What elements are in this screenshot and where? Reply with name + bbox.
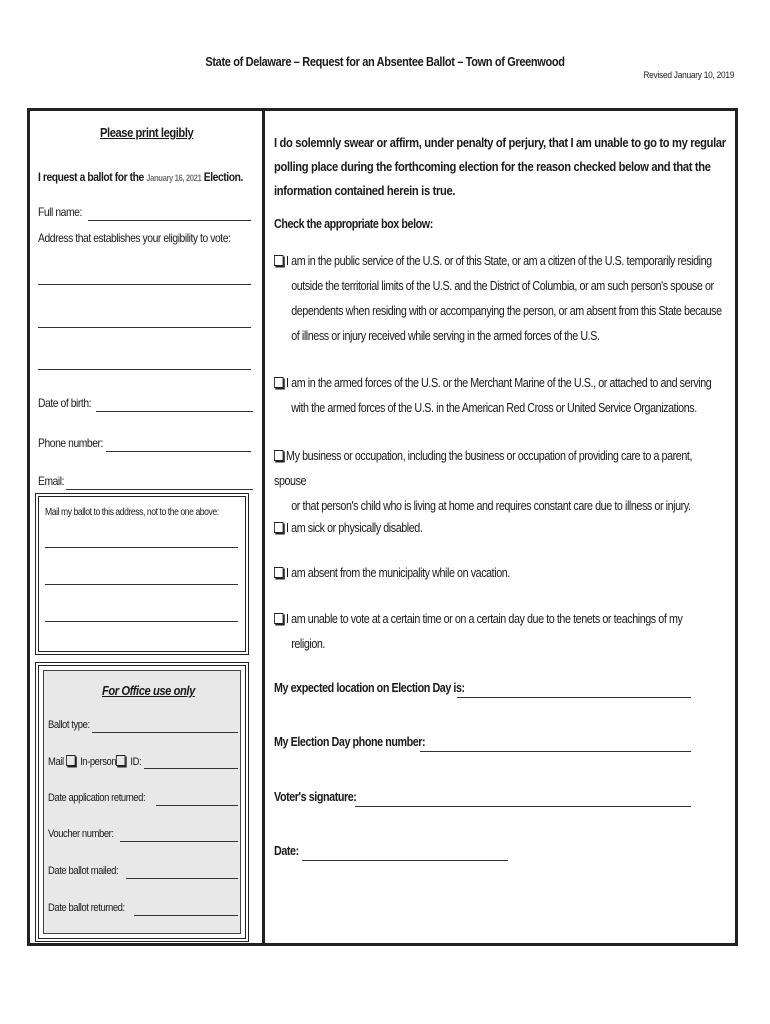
request-line: I request a ballot for the January 16, 2021 Election. (38, 170, 243, 184)
ballot-type-field[interactable] (92, 732, 238, 733)
ballot-returned-label: Date ballot returned: (48, 902, 125, 914)
alternate-mailing-box (35, 493, 249, 655)
option-public-service: I am in the public service of the U.S. or of this State, or am a citizen of the U.S. temporarily residing outside the territorial limits of the U.S. and the District of Columbia, or am such person's spouse or dependents when residing with or accompanying the person, or am absent from this State because of illness or injury received while serving in the armed forces of the U.S. (274, 249, 726, 349)
address-line-2[interactable] (38, 327, 251, 328)
date-returned-label: Date application returned: (48, 792, 146, 804)
email-field[interactable] (66, 489, 253, 490)
office-use-panel (43, 670, 241, 934)
option-vacation: I am absent from the municipality while on vacation. (274, 561, 726, 586)
voucher-field[interactable] (120, 841, 238, 842)
sick-checkbox[interactable] (274, 522, 283, 533)
address-line-3[interactable] (38, 369, 251, 370)
print-legibly-heading: Please print legibly (100, 125, 194, 140)
address-label: Address that establishes your eligibility to vote: (38, 231, 231, 245)
revised-date: Revised January 10, 2019 (643, 70, 734, 81)
inperson-checkbox[interactable] (116, 755, 125, 766)
mail-address-line-1[interactable] (45, 547, 238, 548)
ballot-returned-field[interactable] (134, 915, 238, 916)
mail-checkbox[interactable] (66, 755, 75, 766)
office-use-heading: For Office use only (102, 683, 195, 698)
public-service-checkbox[interactable] (274, 255, 283, 266)
phone-field[interactable] (106, 451, 251, 452)
oath-statement: I do solemnly swear or affirm, under penalty of perjury, that I am unable to go to my regular polling place during the forthcoming election for the reason checked below and that the information contained herein is true. (274, 135, 726, 198)
vacation-checkbox[interactable] (274, 567, 283, 578)
ballot-mailed-label: Date ballot mailed: (48, 865, 119, 877)
full-name-field[interactable] (88, 220, 251, 221)
id-field[interactable] (144, 768, 238, 769)
date-label: Date: (274, 844, 299, 858)
location-field[interactable] (457, 697, 691, 698)
form-frame (27, 108, 738, 946)
dob-field[interactable] (96, 411, 253, 412)
date-field[interactable] (302, 860, 508, 861)
election-phone-label: My Election Day phone number: (274, 735, 426, 749)
business-checkbox[interactable] (274, 450, 283, 461)
voucher-label: Voucher number: (48, 828, 114, 840)
mail-address-label: Mail my ballot to this address, not to the one above: (45, 507, 219, 518)
option-business: My business or occupation, including the business or occupation of providing care to a parent, spouse or that person's child who is living at home and requires constant care due to illness or injury. (274, 449, 693, 513)
ballot-type-label: Ballot type: (48, 719, 90, 731)
option-sick: I am sick or physically disabled. (274, 516, 726, 541)
full-name-label: Full name: (38, 205, 82, 219)
mail-inperson-row: Mail In-person ID: (48, 756, 142, 768)
address-line-1[interactable] (38, 284, 251, 285)
office-use-box (35, 662, 249, 942)
religion-checkbox[interactable] (274, 613, 283, 624)
election-date: January 16, 2021 (146, 173, 202, 183)
signature-label: Voter's signature: (274, 790, 357, 804)
date-returned-field[interactable] (156, 805, 238, 806)
location-label: My expected location on Election Day is: (274, 681, 465, 695)
option-armed-forces: I am in the armed forces of the U.S. or the Merchant Marine of the U.S., or attached to and serving with the armed forces of the U.S. in the American Red Cross or United Service Organizations. (274, 371, 726, 421)
email-label: Email: (38, 474, 65, 488)
column-divider (262, 111, 265, 943)
signature-field[interactable] (355, 806, 691, 807)
mail-address-line-3[interactable] (45, 621, 238, 622)
ballot-mailed-field[interactable] (126, 878, 238, 879)
phone-label: Phone number: (38, 436, 103, 450)
election-phone-field[interactable] (420, 751, 691, 752)
armed-forces-checkbox[interactable] (274, 377, 283, 388)
mail-address-line-2[interactable] (45, 584, 238, 585)
option-religion: I am unable to vote at a certain time or on a certain day due to the tenets or teachings of my religion. (274, 607, 726, 657)
check-box-instruction: Check the appropriate box below: (274, 217, 433, 231)
form-title: State of Delaware – Request for an Absentee Ballot – Town of Greenwood (205, 55, 565, 69)
dob-label: Date of birth: (38, 396, 92, 410)
